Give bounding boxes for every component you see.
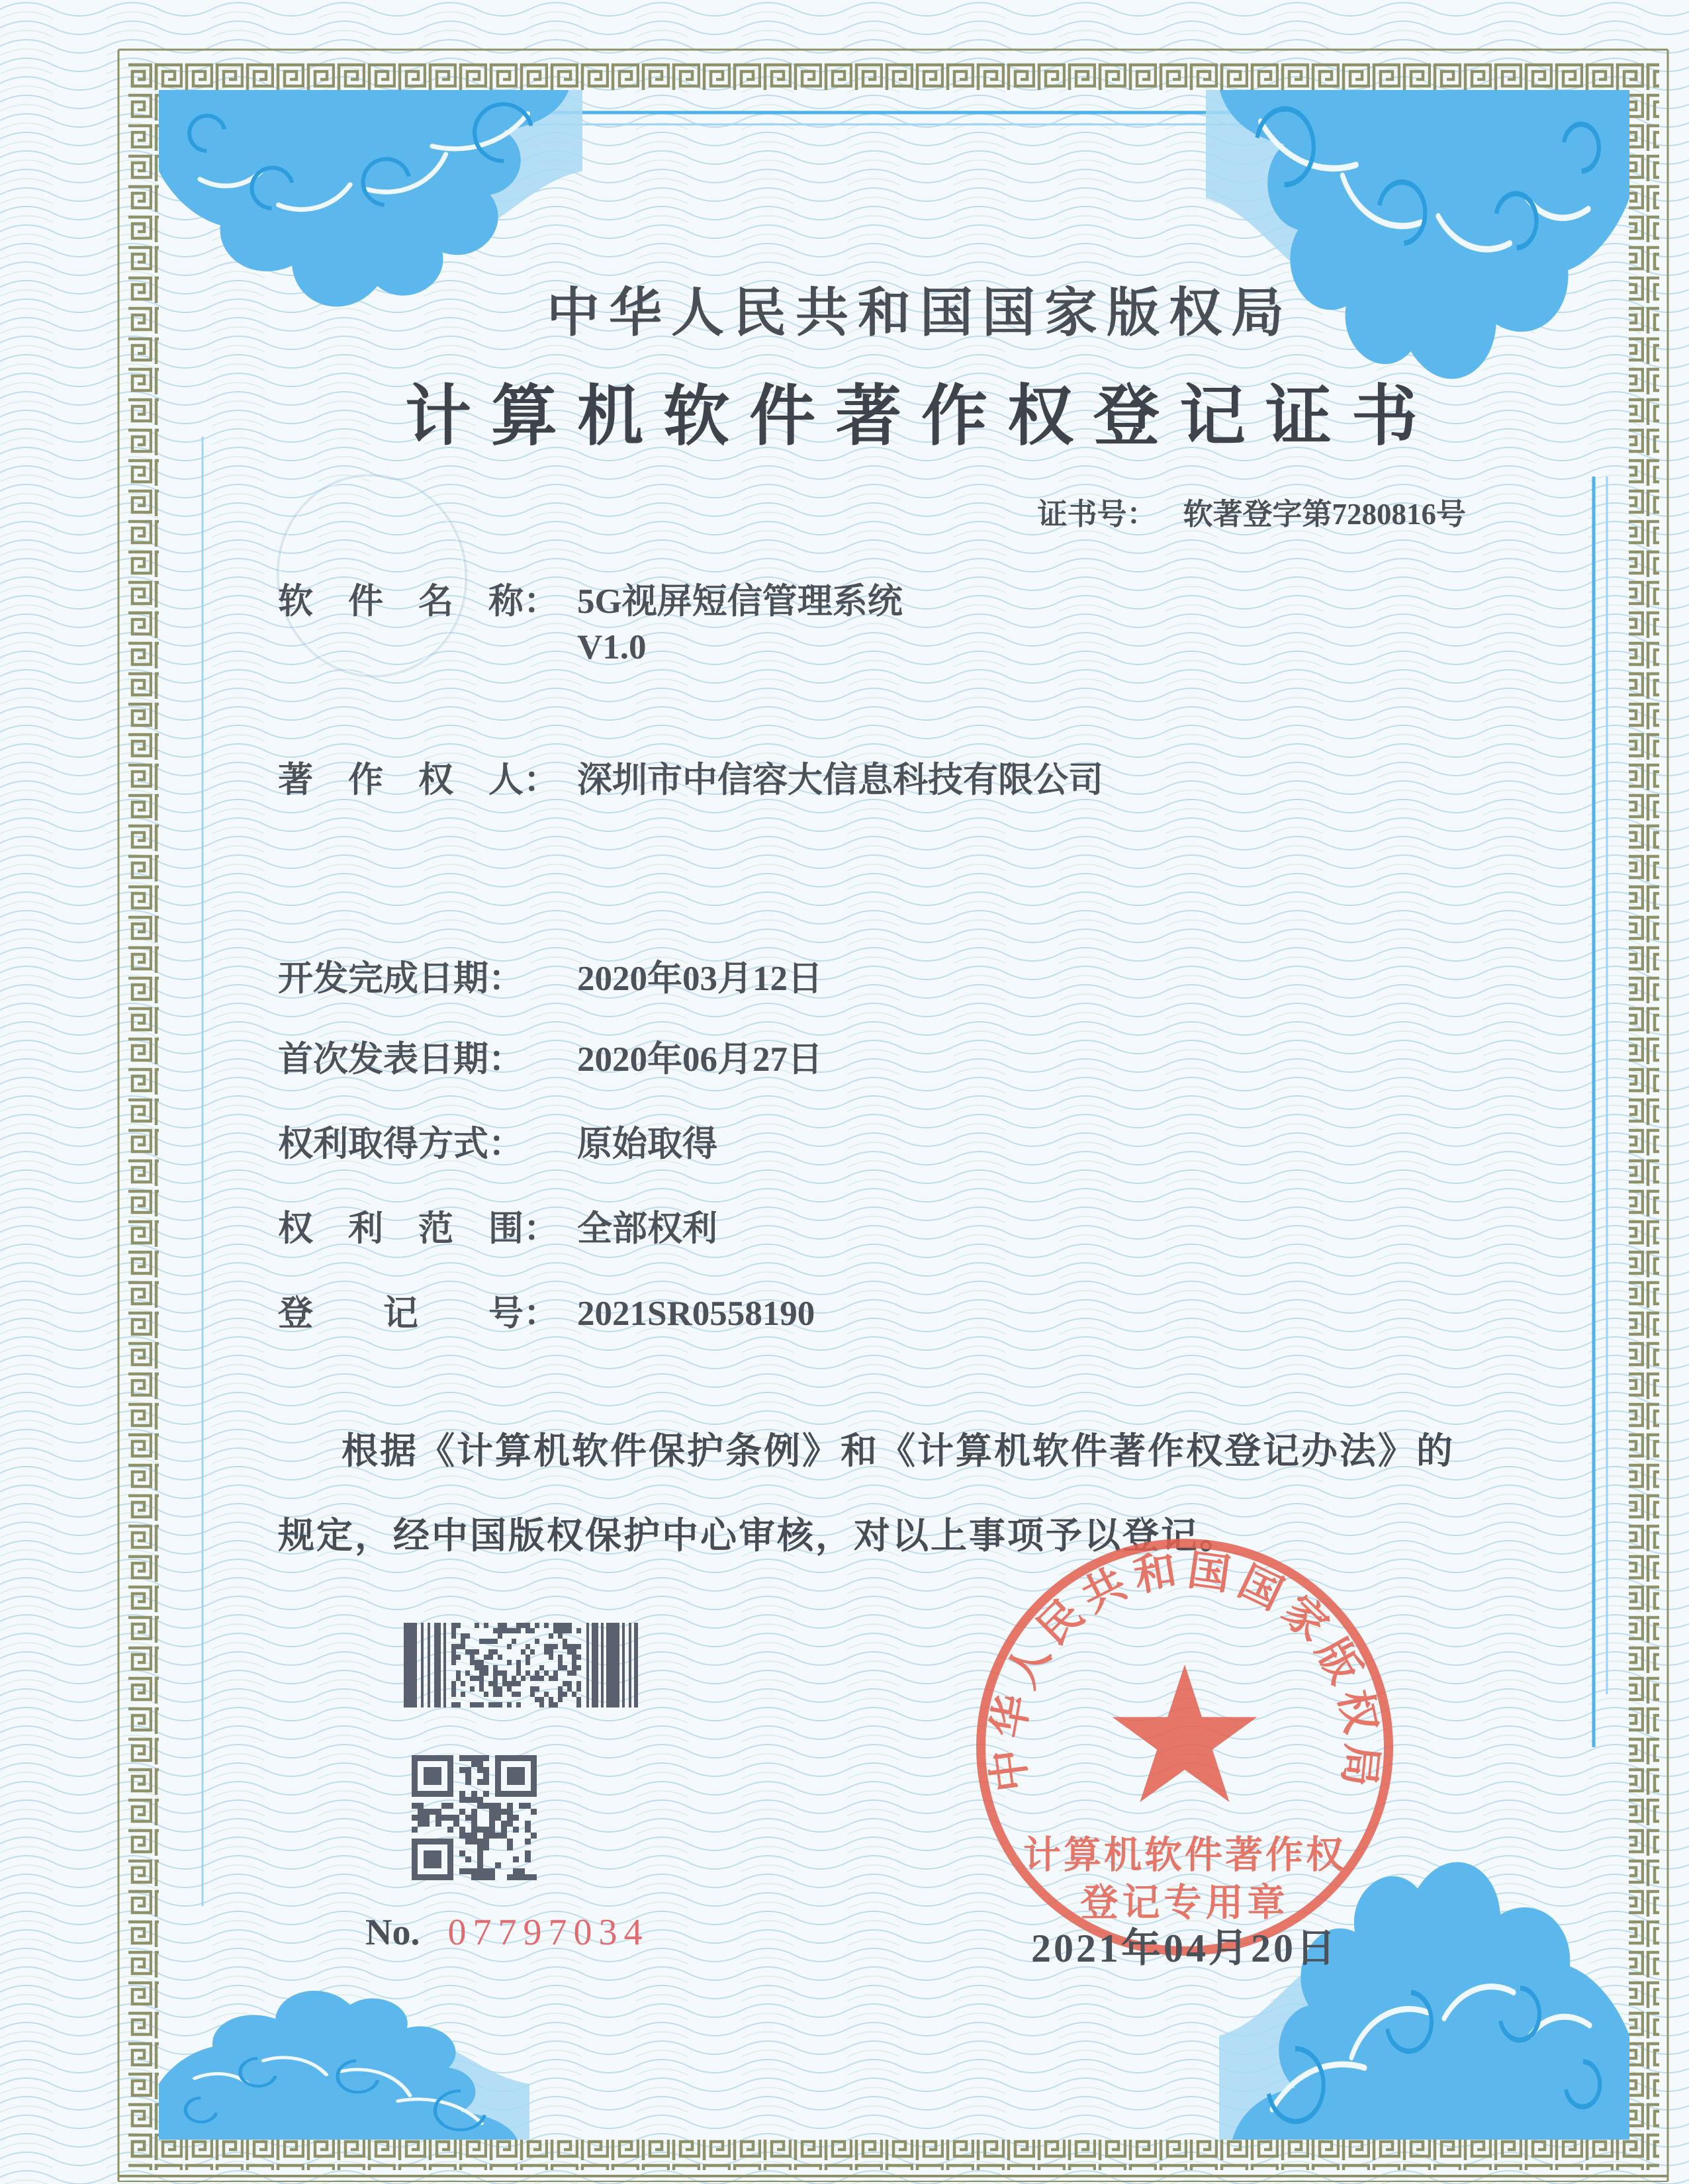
seal-text-line-1: 计算机软件著作权 (1023, 1835, 1346, 1876)
field-value: 5G视屏短信管理系统 (577, 582, 903, 621)
field-row-first-publish-date (278, 1031, 823, 1081)
field-value: 2020年06月27日 (577, 1040, 823, 1079)
corner-flourish-bottom-left (159, 1921, 529, 2140)
serial-number-label: No. (365, 1912, 420, 1953)
certificate-title: 计算机软件著作权登记证书 (405, 380, 1438, 453)
field-row-acquisition-method (278, 1116, 717, 1166)
certificate-number-label: 证书号： (1037, 498, 1157, 531)
barcode (404, 1623, 639, 1707)
field-value: 原始取得 (577, 1125, 717, 1163)
field-label: 权 利 范 围： (278, 1210, 559, 1248)
certificate-number-value: 软著登字第7280816号 (1183, 498, 1466, 531)
field-value: 深圳市中信容大信息科技有限公司 (577, 761, 1103, 799)
field-row-copyright-owner (278, 752, 1103, 802)
field-value: 2021SR0558190 (577, 1295, 815, 1333)
field-row-registration-number (278, 1285, 815, 1336)
field-label: 开发完成日期： (278, 960, 524, 998)
official-seal (960, 1522, 1410, 1972)
field-label: 软 件 名 称： (278, 582, 559, 621)
field-row-software-name (278, 573, 903, 623)
serial-number-value: 07797034 (447, 1912, 649, 1953)
field-label: 著 作 权 人： (278, 761, 559, 799)
statement-line-2: 规定，经中国版权保护中心审核，对以上事项予以登记。 (278, 1516, 1238, 1556)
seal-text-line-2: 登记专用章 (1080, 1882, 1289, 1924)
seal-star-icon (1113, 1664, 1257, 1802)
field-value: 2020年03月12日 (577, 960, 823, 998)
certificate-number-line (1037, 490, 1466, 533)
field-label: 登 记 号： (278, 1295, 559, 1333)
statement-line-1: 根据《计算机软件保护条例》和《计算机软件著作权登记办法》的 (342, 1431, 1455, 1471)
field-row-dev-complete-date (278, 950, 823, 1001)
field-label: 首次发表日期： (278, 1040, 524, 1079)
issue-date: 2021年04月20日 (1031, 1927, 1338, 1970)
qr-code (412, 1755, 537, 1880)
field-row-rights-scope (278, 1201, 717, 1251)
field-label: 权利取得方式： (278, 1125, 524, 1163)
software-version: V1.0 (577, 628, 647, 666)
corner-flourish-top-left (159, 90, 582, 408)
field-value: 全部权利 (577, 1210, 717, 1248)
authority-title: 中华人民共和国国家版权局 (547, 285, 1293, 343)
serial-number-line (365, 1911, 649, 1954)
seal-ring-text: 中华人民共和国国家版权局 (983, 1546, 1386, 1795)
